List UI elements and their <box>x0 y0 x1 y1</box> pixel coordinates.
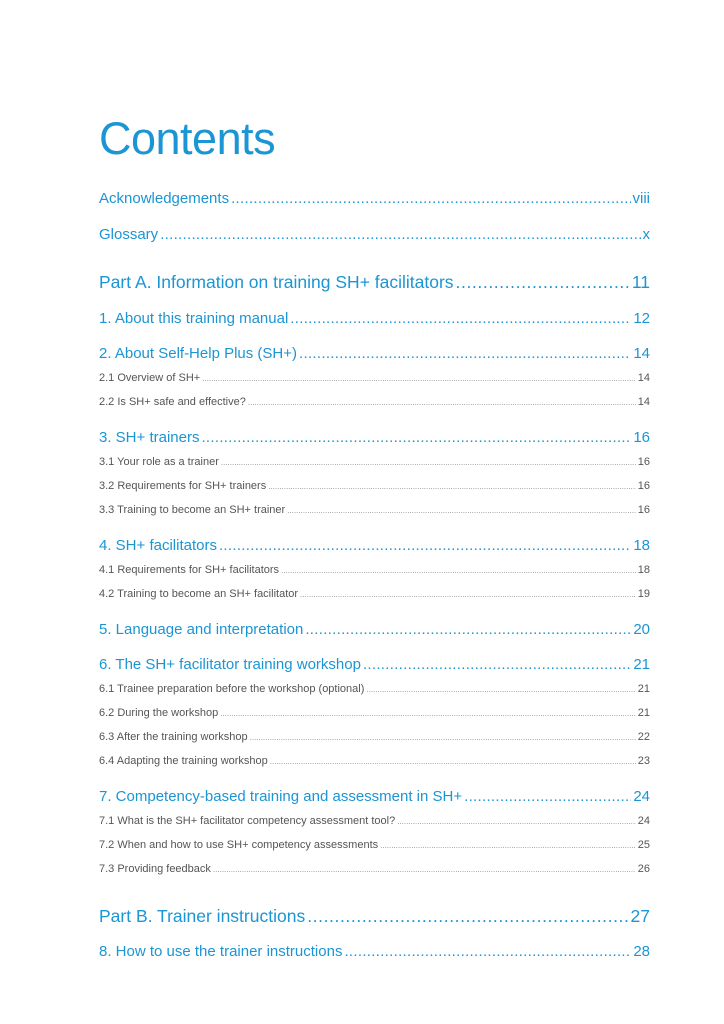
toc-page-number: 16 <box>637 456 650 468</box>
toc-page-number: 12 <box>633 310 650 327</box>
toc-entry[interactable] <box>99 754 650 769</box>
toc-page-number: 28 <box>633 943 650 960</box>
toc-dot-leader <box>366 682 635 697</box>
toc-entry[interactable] <box>99 904 650 928</box>
toc-entry[interactable] <box>99 225 650 245</box>
toc-page-number: 24 <box>633 788 650 805</box>
toc-entry-title: 2. About Self-Help Plus (SH+) <box>99 345 298 362</box>
toc-dot-leader <box>290 309 631 329</box>
toc-entry-title: 7. Competency-based training and assessment in SH+ <box>99 788 463 805</box>
toc-page-number: 21 <box>637 707 650 719</box>
toc-entry[interactable] <box>99 189 650 209</box>
toc-entry[interactable] <box>99 838 650 853</box>
toc-entry[interactable] <box>99 344 650 364</box>
toc-entry-title: Part B. Trainer instructions <box>99 906 306 926</box>
toc-entry[interactable] <box>99 787 650 807</box>
toc-page-number: 21 <box>633 656 650 673</box>
toc-entry[interactable] <box>99 620 650 640</box>
toc-entry[interactable] <box>99 270 650 294</box>
toc-page-number: 16 <box>637 480 650 492</box>
toc-page-number: 14 <box>637 396 650 408</box>
toc-entry-title: 7.1 What is the SH+ facilitator competency assessment tool? <box>99 815 396 827</box>
toc-entry[interactable] <box>99 942 650 962</box>
toc-page-number: 25 <box>637 839 650 851</box>
toc-page-number: 21 <box>637 683 650 695</box>
toc-page-number: 26 <box>637 863 650 875</box>
toc-entry-title: 4.1 Requirements for SH+ facilitators <box>99 564 280 576</box>
toc-page-number: 16 <box>633 429 650 446</box>
toc-page-number: 22 <box>637 731 650 743</box>
toc-dot-leader <box>201 428 631 448</box>
toc-entry-title: 7.2 When and how to use SH+ competency assessments <box>99 839 379 851</box>
toc-page-number: 14 <box>637 372 650 384</box>
toc-entry-title: 6.4 Adapting the training workshop <box>99 755 268 767</box>
toc-entry[interactable] <box>99 536 650 556</box>
toc-entry[interactable] <box>99 309 650 329</box>
toc-entry-title: 3. SH+ trainers <box>99 429 200 446</box>
toc-page-number: 23 <box>637 755 650 767</box>
toc-entry-title: 5. Language and interpretation <box>99 621 304 638</box>
toc-dot-leader <box>300 587 636 602</box>
toc-entry-title: 3.2 Requirements for SH+ trainers <box>99 480 267 492</box>
toc-entry-title: Acknowledgements <box>99 190 230 207</box>
toc-entry-title: 6.1 Trainee preparation before the workshop (optional) <box>99 683 365 695</box>
toc-dot-leader <box>456 270 630 294</box>
toc-dot-leader <box>219 536 631 556</box>
toc-dot-leader <box>248 395 636 410</box>
toc-dot-leader <box>380 838 636 853</box>
toc-entry[interactable] <box>99 587 650 602</box>
toc-page-number: 20 <box>633 621 650 638</box>
toc-dot-leader <box>160 225 640 245</box>
toc-dot-leader <box>220 706 636 721</box>
toc-entry[interactable] <box>99 455 650 470</box>
toc-dot-leader <box>202 371 636 386</box>
toc-page-number: 19 <box>637 588 650 600</box>
toc-entry-title: 8. How to use the trainer instructions <box>99 943 343 960</box>
toc-page-number: viii <box>632 190 650 207</box>
toc-dot-leader <box>281 563 636 578</box>
toc-entry[interactable] <box>99 730 650 745</box>
toc-entry-title: 3.1 Your role as a trainer <box>99 456 219 468</box>
toc-entry-title: 2.2 Is SH+ safe and effective? <box>99 396 246 408</box>
toc-dot-leader <box>305 620 631 640</box>
toc-entry-title: 7.3 Providing feedback <box>99 863 211 875</box>
toc-entry-title: 4.2 Training to become an SH+ facilitator <box>99 588 299 600</box>
toc-dot-leader <box>221 455 636 470</box>
toc-dot-leader <box>307 904 628 928</box>
toc-entry[interactable] <box>99 371 650 386</box>
toc-page-number: 11 <box>631 272 650 292</box>
toc-page-number: 18 <box>637 564 650 576</box>
toc-dot-leader <box>397 814 636 829</box>
toc-entry[interactable] <box>99 479 650 494</box>
toc-page-number: x <box>642 226 650 243</box>
toc-entry[interactable] <box>99 428 650 448</box>
toc-dot-leader <box>231 189 630 209</box>
toc-entry[interactable] <box>99 503 650 518</box>
toc-dot-leader <box>344 942 631 962</box>
toc-entry-title: 6. The SH+ facilitator training workshop <box>99 656 361 673</box>
toc-page-number: 14 <box>633 345 650 362</box>
toc-entry[interactable] <box>99 706 650 721</box>
toc-entry-title: Part A. Information on training SH+ facilitators <box>99 272 454 292</box>
toc-dot-leader <box>299 344 631 364</box>
toc-entry-title: 1. About this training manual <box>99 310 289 327</box>
toc-dot-leader <box>268 479 636 494</box>
toc-entry[interactable] <box>99 563 650 578</box>
page-title: Contents <box>99 113 276 164</box>
toc-dot-leader <box>270 754 636 769</box>
toc-entry-title: 6.2 During the workshop <box>99 707 219 719</box>
toc-dot-leader <box>287 503 636 518</box>
toc-entry-title: Glossary <box>99 226 159 243</box>
toc-dot-leader <box>363 655 631 675</box>
toc-entry-title: 6.3 After the training workshop <box>99 731 248 743</box>
toc-entry[interactable] <box>99 682 650 697</box>
toc-entry[interactable] <box>99 862 650 877</box>
toc-page-number: 27 <box>630 906 650 926</box>
toc-entry-title: 2.1 Overview of SH+ <box>99 372 201 384</box>
toc-dot-leader <box>464 787 631 807</box>
toc-dot-leader <box>250 730 636 745</box>
toc-entry[interactable] <box>99 395 650 410</box>
toc-page-number: 16 <box>637 504 650 516</box>
toc-entry-title: 3.3 Training to become an SH+ trainer <box>99 504 286 516</box>
toc-page-number: 18 <box>633 537 650 554</box>
toc-entry-title: 4. SH+ facilitators <box>99 537 217 554</box>
toc-dot-leader <box>213 862 636 877</box>
toc-entry[interactable] <box>99 655 650 675</box>
toc-entry[interactable] <box>99 814 650 829</box>
toc-page-number: 24 <box>637 815 650 827</box>
